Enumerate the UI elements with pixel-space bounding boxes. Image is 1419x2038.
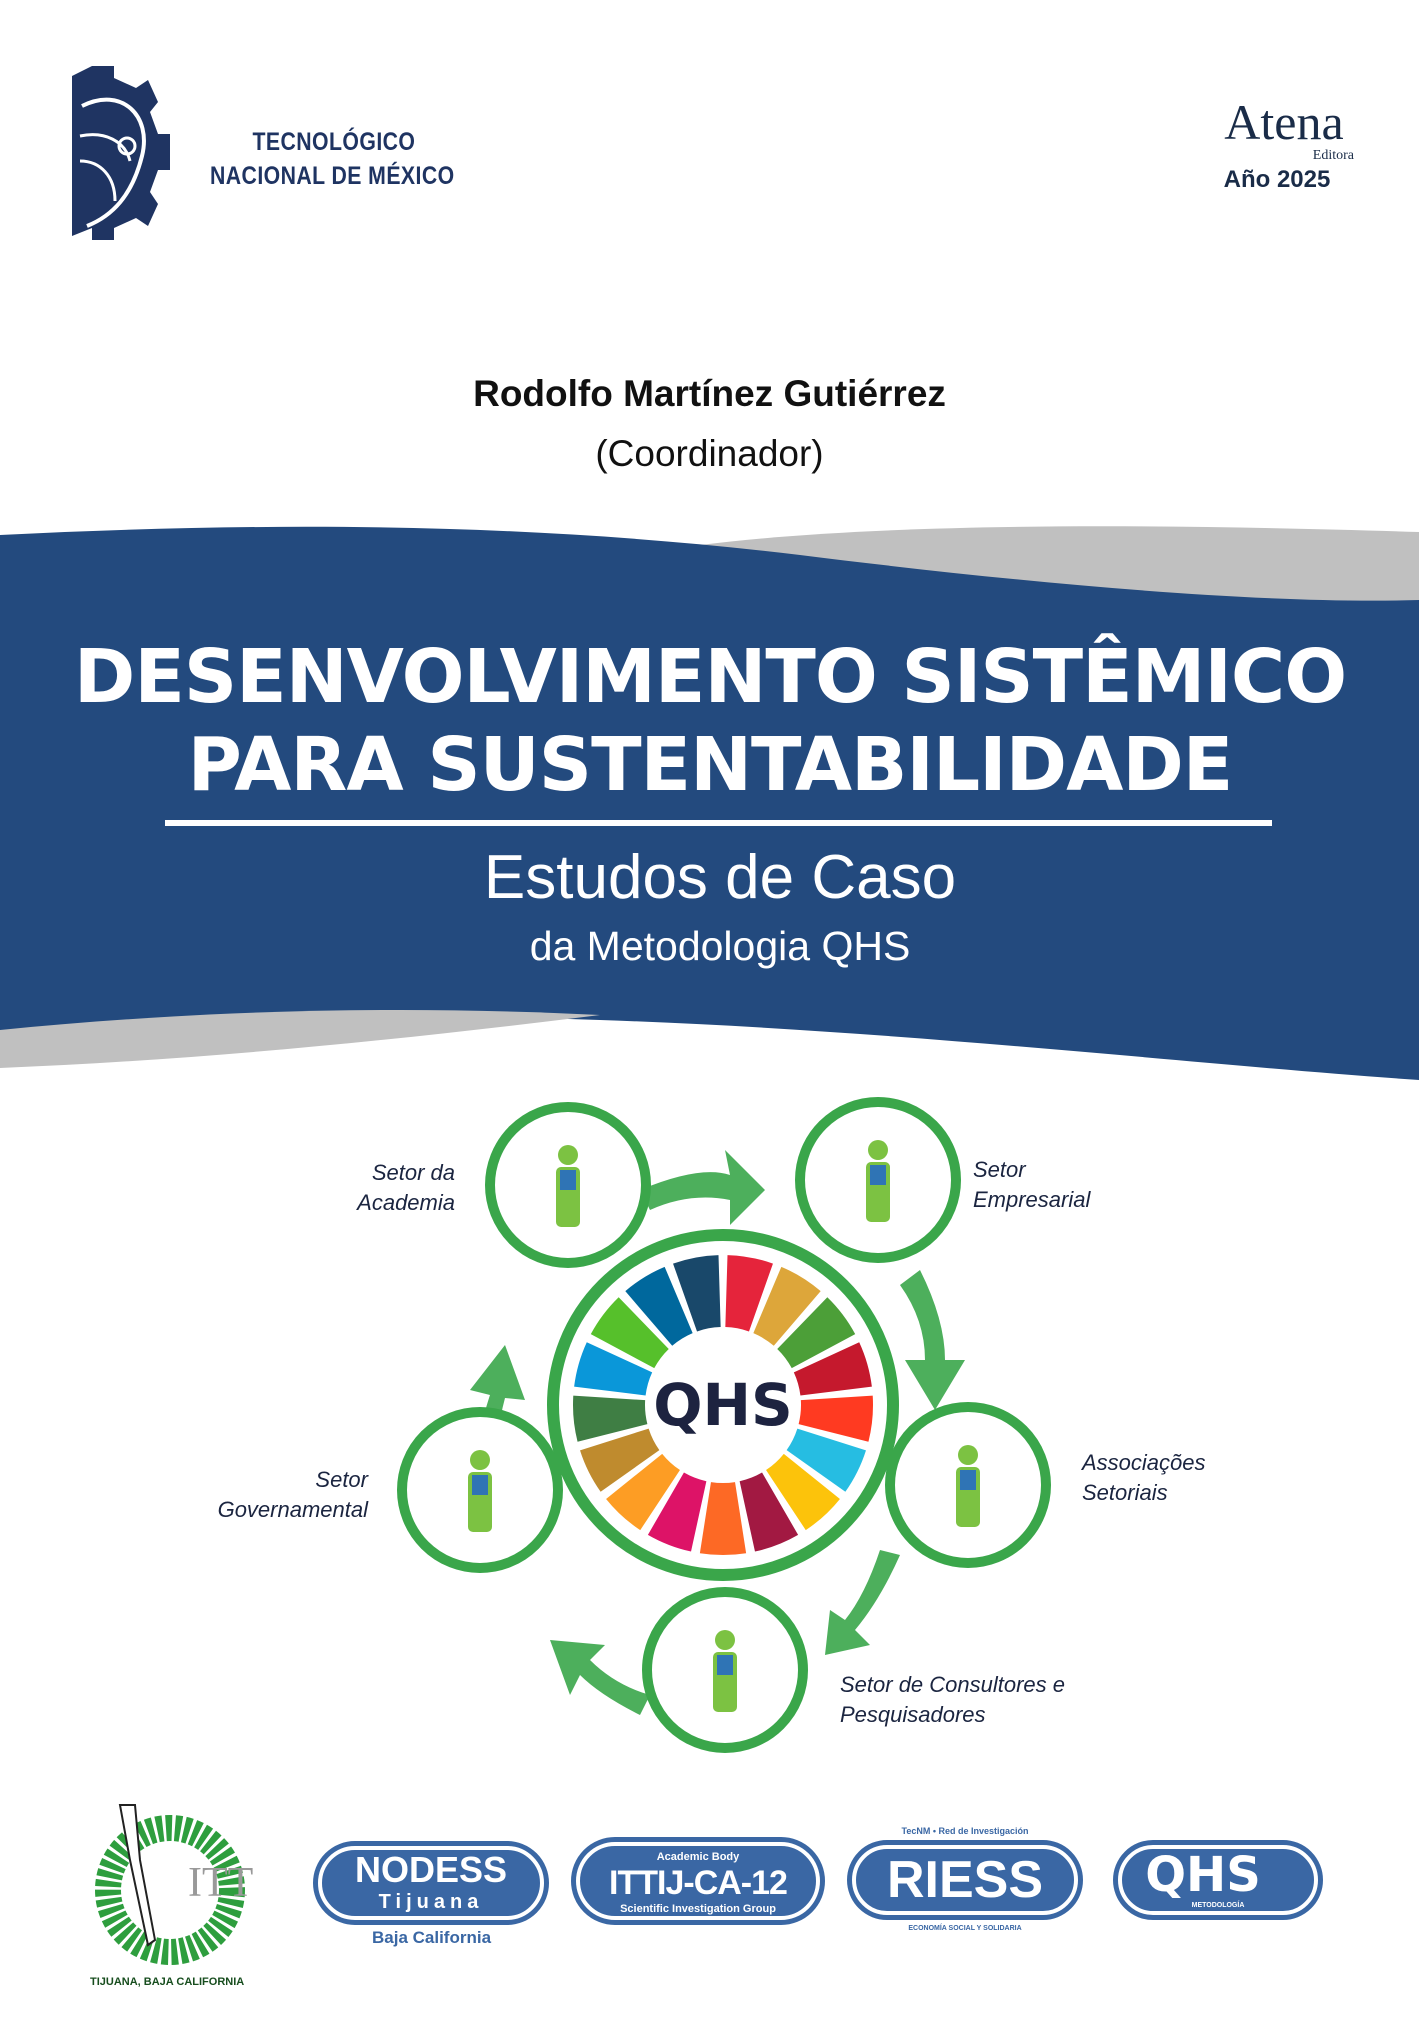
qhs-logo-sub: METODOLOGÍA — [1191, 1902, 1245, 1909]
institution-line2: NACIONAL DE MÉXICO — [210, 162, 455, 190]
riess-text: RIESS — [886, 1851, 1044, 1909]
label-academia: Setor da Academia — [357, 1160, 455, 1215]
qhs-logo — [1118, 1845, 1318, 1915]
person-icon — [868, 1140, 888, 1160]
itt-logo — [80, 1800, 270, 2000]
arrow-icon — [550, 1640, 650, 1715]
publication-year: Año 2025 — [1223, 166, 1331, 193]
ittij-ca-12-logo — [576, 1842, 820, 1920]
briefcase-icon — [960, 1470, 976, 1490]
briefcase-icon — [870, 1165, 886, 1185]
person-icon — [470, 1450, 490, 1470]
riess-top: TecNM • Red de Investigación — [901, 1826, 1029, 1836]
qhs-logo-text: QHS — [1145, 1847, 1261, 1903]
ca-main: ITTIJ-CA-12 — [609, 1864, 787, 1902]
title-line1-wrap — [40, 634, 1380, 720]
label-empresarial: Setor Empresarial — [973, 1157, 1091, 1212]
person-icon — [715, 1630, 735, 1650]
nodess-region: Baja California — [372, 1928, 492, 1947]
nodess-sub: Tijuana — [378, 1891, 484, 1913]
ca-bottom: Scientific Investigation Group — [620, 1903, 776, 1915]
author-name: Rodolfo Martínez Gutiérrez — [473, 373, 946, 414]
briefcase-icon — [560, 1170, 576, 1190]
title-line1: DESENVOLVIMENTO SISTÊMICO — [73, 634, 1347, 720]
qhs-diagram — [0, 1080, 1419, 1780]
ca-top: Academic Body — [656, 1851, 740, 1863]
subtitle: Estudos de Caso — [483, 843, 957, 912]
qhs-center-label: QHS — [653, 1371, 793, 1439]
publisher-name: Atena — [1224, 94, 1344, 150]
author-role: (Coordinador) — [595, 433, 824, 474]
publisher-sub: Editora — [1312, 148, 1354, 163]
riess-bottom: ECONOMÍA SOCIAL Y SOLIDARIA — [908, 1925, 1022, 1932]
title-line2-wrap — [40, 722, 1380, 808]
arrow-icon — [900, 1270, 965, 1410]
nodess-logo — [318, 1846, 544, 1920]
institution-line1: TECNOLÓGICO — [252, 128, 416, 156]
person-icon — [958, 1445, 978, 1465]
itt-ring-text: TIJUANA, BAJA CALIFORNIA — [90, 1976, 245, 1988]
title-line2: PARA SUSTENTABILIDADE — [187, 722, 1233, 808]
briefcase-icon — [717, 1655, 733, 1675]
arrow-icon — [825, 1550, 900, 1655]
label-associacoes: Associações Setoriais — [1082, 1450, 1206, 1505]
arrow-icon — [640, 1150, 765, 1225]
person-icon — [558, 1145, 578, 1165]
briefcase-icon — [472, 1475, 488, 1495]
label-governamental: Setor Governamental — [217, 1467, 368, 1522]
title-divider — [165, 820, 1272, 826]
riess-logo — [852, 1845, 1078, 1915]
subtitle-secondary: da Metodologia QHS — [529, 923, 911, 969]
nodess-text: NODESS — [354, 1849, 508, 1890]
label-consultores: Setor de Consultores e Pesquisadores — [840, 1672, 1066, 1727]
sdg-segment — [700, 1482, 746, 1555]
itt-text: ITT — [188, 1860, 254, 1906]
